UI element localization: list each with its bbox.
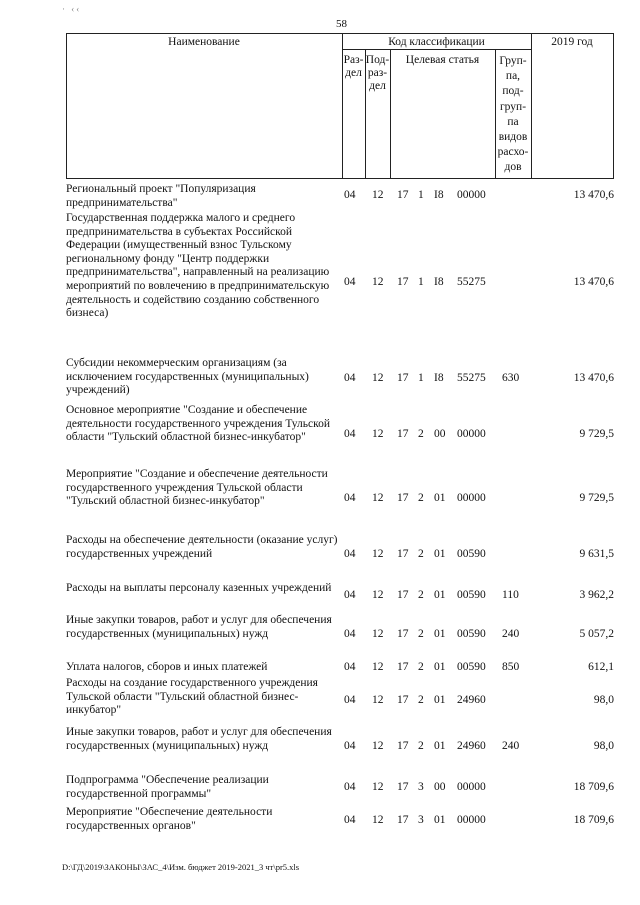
row-razdel: 04 — [344, 814, 356, 826]
row-amount: 13 470,6 — [573, 372, 614, 384]
row-target-4: 55275 — [457, 276, 486, 288]
row-target-3: 01 — [434, 628, 446, 640]
header-group-line: под- — [502, 85, 524, 98]
row-target-4: 00000 — [457, 189, 486, 201]
row-target-3: I8 — [434, 189, 444, 201]
row-target-2: 2 — [418, 740, 424, 752]
row-podrazdel: 12 — [372, 740, 384, 752]
header-group-line: па, — [505, 70, 521, 83]
row-name: Расходы на выплаты персоналу казенных учреждений — [66, 582, 332, 594]
row-amount: 9 631,5 — [579, 548, 614, 560]
header-left-border — [66, 33, 67, 179]
row-razdel: 04 — [344, 740, 356, 752]
row-amount: 98,0 — [593, 694, 614, 706]
row-target-3: 01 — [434, 548, 446, 560]
row-target-3: 00 — [434, 781, 446, 793]
header-razdel — [342, 54, 365, 80]
row-razdel: 04 — [344, 781, 356, 793]
row-razdel: 04 — [344, 548, 356, 560]
table-row — [66, 534, 614, 564]
row-target-4: 00590 — [457, 661, 486, 673]
row-name: Расходы на создание государственного учреждения Тульской области "Тульский областной бизнес-инкубатор" — [66, 677, 318, 717]
row-razdel: 04 — [344, 428, 356, 440]
row-target-2: 3 — [418, 814, 424, 826]
row-podrazdel: 12 — [372, 548, 384, 560]
row-razdel: 04 — [344, 276, 356, 288]
row-razdel: 04 — [344, 694, 356, 706]
row-name: Субсидии некоммерческим организациям (за исключением государственных (муниципальных) учреждений) — [66, 357, 309, 397]
row-razdel: 04 — [344, 661, 356, 673]
header-right-border — [613, 33, 614, 179]
row-target-4: 00590 — [457, 628, 486, 640]
row-target-2: 1 — [418, 372, 424, 384]
row-podrazdel: 12 — [372, 628, 384, 640]
row-podrazdel: 12 — [372, 781, 384, 793]
row-target-1: 17 — [397, 589, 409, 601]
header-group-line: видов — [498, 131, 528, 144]
row-podrazdel: 12 — [372, 661, 384, 673]
row-target-3: I8 — [434, 372, 444, 384]
row-amount: 18 709,6 — [573, 781, 614, 793]
row-podrazdel: 12 — [372, 189, 384, 201]
row-target-4: 00000 — [457, 428, 486, 440]
header-col-code-border — [531, 33, 532, 179]
row-podrazdel: 12 — [372, 814, 384, 826]
row-target-3: I8 — [434, 276, 444, 288]
table-row — [66, 806, 614, 836]
table-row — [66, 774, 614, 804]
header-razdel-line: дел — [345, 67, 362, 79]
row-podrazdel: 12 — [372, 276, 384, 288]
table-row — [66, 661, 614, 676]
row-amount: 5 057,2 — [579, 628, 614, 640]
row-name: Основное мероприятие "Создание и обеспечение деятельности государственного учреждения Тульской области "Тульский областной бизнес-инкубатор" — [66, 404, 331, 444]
row-target-3: 01 — [434, 589, 446, 601]
header-group-line: па — [507, 115, 519, 128]
row-target-2: 2 — [418, 628, 424, 640]
row-target-1: 17 — [397, 814, 409, 826]
row-target-1: 17 — [397, 276, 409, 288]
row-amount: 9 729,5 — [579, 428, 614, 440]
table-row — [66, 614, 614, 658]
row-group: 110 — [502, 589, 519, 601]
header-razdel-line: Раз- — [343, 54, 364, 66]
row-target-1: 17 — [397, 548, 409, 560]
table-row — [66, 404, 614, 466]
row-name: Мероприятие "Создание и обеспечение деятельности государственного учреждения Тульской области "Тульский областной бизнес-инкубатор" — [66, 468, 328, 508]
header-podrazdel — [365, 54, 390, 93]
row-name: Уплата налогов, сборов и иных платежей — [66, 661, 268, 673]
row-name: Мероприятие "Обеспечение деятельности государственных органов" — [66, 806, 273, 832]
row-podrazdel: 12 — [372, 428, 384, 440]
row-target-1: 17 — [397, 372, 409, 384]
row-target-2: 2 — [418, 492, 424, 504]
table-row — [66, 726, 614, 770]
row-razdel: 04 — [344, 589, 356, 601]
footer-file-path: D:\ГД\2019\ЗАКОНЫ\ЗАС_4\Изм. бюджет 2019-2021_3 чт\pr5.xls — [62, 862, 300, 872]
row-target-3: 01 — [434, 661, 446, 673]
header-group-line: расхо- — [497, 146, 529, 159]
row-amount: 612,1 — [588, 661, 614, 673]
header-group — [495, 54, 531, 176]
row-razdel: 04 — [344, 372, 356, 384]
row-target-2: 2 — [418, 548, 424, 560]
row-target-2: 2 — [418, 428, 424, 440]
header-target: Целевая статья — [405, 54, 480, 66]
row-podrazdel: 12 — [372, 589, 384, 601]
row-name: Государственная поддержка малого и среднего предпринимательства в субъектах Российской Федерации (имущественный взнос Тульскому региональному фонду "Центр поддержки предпринимательства", направленный на реализацию мероприятий по вовлечению в предпринимательскую деятельность и содействию созданию собственного бизнеса) — [66, 212, 330, 320]
row-target-4: 00000 — [457, 814, 486, 826]
table-row — [66, 212, 614, 336]
header-podrazdel-line: раз- — [367, 67, 388, 79]
row-podrazdel: 12 — [372, 694, 384, 706]
row-target-2: 3 — [418, 781, 424, 793]
row-target-1: 17 — [397, 740, 409, 752]
row-target-3: 01 — [434, 814, 446, 826]
row-name: Региональный проект "Популяризация предпринимательства" — [66, 183, 256, 209]
row-target-1: 17 — [397, 628, 409, 640]
header-year: 2019 год — [551, 36, 593, 48]
row-name: Иные закупки товаров, работ и услуг для обеспечения государственных (муниципальных) нужд — [66, 726, 332, 752]
row-amount: 98,0 — [593, 740, 614, 752]
row-target-2: 2 — [418, 694, 424, 706]
corner-mark: · ‹‹ — [62, 4, 82, 14]
row-name: Подпрограмма "Обеспечение реализации государственной программы" — [66, 774, 269, 800]
row-target-2: 1 — [418, 189, 424, 201]
row-target-1: 17 — [397, 428, 409, 440]
row-target-3: 00 — [434, 428, 446, 440]
row-target-2: 2 — [418, 661, 424, 673]
header-podrazdel-line: Под- — [365, 54, 390, 66]
row-target-4: 00000 — [457, 492, 486, 504]
table-row — [66, 183, 614, 211]
table-row — [66, 677, 614, 721]
row-group: 630 — [502, 372, 520, 384]
table-row — [66, 468, 614, 530]
row-target-4: 00000 — [457, 781, 486, 793]
table-row — [66, 582, 614, 612]
row-target-4: 24960 — [457, 694, 486, 706]
row-target-1: 17 — [397, 661, 409, 673]
row-amount: 18 709,6 — [573, 814, 614, 826]
header-podrazdel-line: дел — [369, 80, 386, 92]
page-number: 58 — [336, 18, 347, 30]
row-amount: 9 729,5 — [579, 492, 614, 504]
row-name: Иные закупки товаров, работ и услуг для обеспечения государственных (муниципальных) нужд — [66, 614, 332, 640]
row-podrazdel: 12 — [372, 372, 384, 384]
row-amount: 13 470,6 — [573, 189, 614, 201]
row-razdel: 04 — [344, 492, 356, 504]
row-target-3: 01 — [434, 492, 446, 504]
row-target-1: 17 — [397, 694, 409, 706]
row-target-3: 01 — [434, 694, 446, 706]
row-razdel: 04 — [344, 189, 356, 201]
row-target-1: 17 — [397, 781, 409, 793]
row-target-4: 00590 — [457, 548, 486, 560]
row-target-3: 01 — [434, 740, 446, 752]
row-name: Расходы на обеспечение деятельности (оказание услуг) государственных учреждений — [66, 534, 338, 560]
row-group: 850 — [502, 661, 520, 673]
row-group: 240 — [502, 628, 520, 640]
header-group-line: груп- — [499, 100, 527, 113]
header-name: Наименование — [168, 36, 240, 48]
row-amount: 13 470,6 — [573, 276, 614, 288]
row-target-2: 1 — [418, 276, 424, 288]
row-amount: 3 962,2 — [579, 589, 614, 601]
row-podrazdel: 12 — [372, 492, 384, 504]
header-group-line: Груп- — [499, 55, 527, 67]
row-group: 240 — [502, 740, 520, 752]
row-razdel: 04 — [344, 628, 356, 640]
row-target-2: 2 — [418, 589, 424, 601]
row-target-4: 55275 — [457, 372, 486, 384]
row-target-4: 00590 — [457, 589, 486, 601]
table-row — [66, 357, 614, 401]
header-code: Код классификации — [388, 36, 485, 48]
header-group-line: дов — [504, 161, 522, 174]
header-col-podrazdel-border — [390, 49, 391, 179]
row-target-1: 17 — [397, 492, 409, 504]
row-target-1: 17 — [397, 189, 409, 201]
header-subrow-border — [342, 49, 531, 50]
row-target-4: 24960 — [457, 740, 486, 752]
